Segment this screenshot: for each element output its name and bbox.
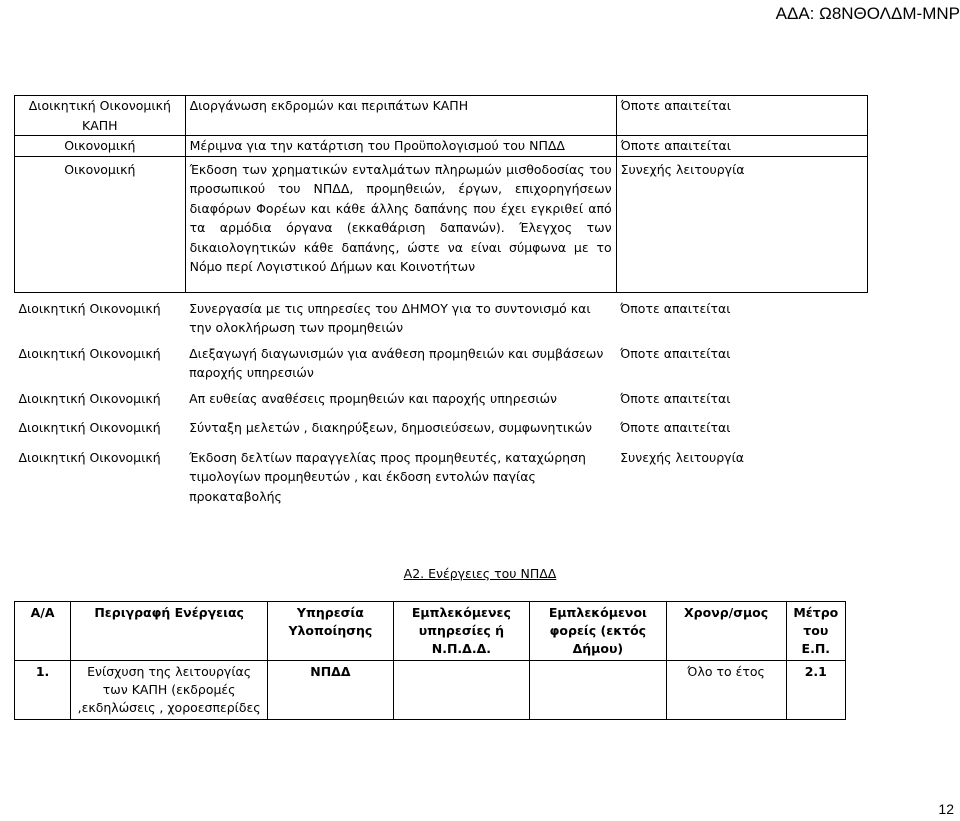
table-row [15, 96, 868, 136]
dept-cell: Διοικητική Οικονομική [18, 345, 161, 361]
duties-table [14, 95, 868, 506]
dept-cell: Οικονομική [15, 156, 186, 292]
service-cell: ΝΠΔΔ [268, 661, 393, 720]
table-row [15, 408, 868, 438]
column-header: Υπηρεσία Υλοποίησης [268, 602, 393, 661]
actions-table [14, 601, 846, 720]
table-header-row [15, 602, 846, 661]
task-cell: Συνεργασία με τις υπηρεσίες του ΔΗΜΟΥ για το συντονισμό και την ολοκλήρωση των προμηθειών [189, 300, 591, 335]
task-cell: Διεξαγωγή διαγωνισμών για ανάθεση προμηθειών και συμβάσεων παροχής υπηρεσιών [189, 345, 604, 380]
column-header: Μέτρο του Ε.Π. [786, 602, 845, 661]
document-reference-code: ΑΔΑ: Ω8ΝΘΟΛΔΜ-ΜΝΡ [775, 4, 960, 23]
freq-cell: Όποτε απαιτείται [616, 96, 867, 136]
task-cell: Μέριμνα για την κατάρτιση του Προϋπολογισμού του ΝΠΔΔ [185, 136, 616, 157]
table-row [15, 156, 868, 292]
description-cell: Ενίσχυση της λειτουργίας των ΚΑΠΗ (εκδρομές ,εκδηλώσεις , χοροεσπερίδες [71, 661, 268, 720]
dept-cell: Διοικητική Οικονομική [18, 300, 161, 316]
column-header: Χρονρ/σμος [666, 602, 786, 661]
measure-cell: 2.1 [786, 661, 845, 720]
column-header: Περιγραφή Ενέργειας [71, 602, 268, 661]
table-row [15, 136, 868, 157]
table-row [15, 438, 868, 507]
table-row [15, 383, 868, 409]
column-header: Α/Α [15, 602, 71, 661]
task-cell: Διοργάνωση εκδρομών και περιπάτων ΚΑΠΗ [185, 96, 616, 136]
freq-cell: Συνεχής λειτουργία [616, 156, 867, 292]
section-title-text: Α2. Ενέργειες του ΝΠΔΔ [403, 566, 557, 581]
freq-cell: Συνεχής λειτουργία [620, 449, 745, 465]
dept-cell: Διοικητική Οικονομική [18, 449, 161, 465]
table-row [15, 292, 868, 338]
freq-cell: Όποτε απαιτείται [620, 390, 731, 406]
task-cell: Έκδοση δελτίων παραγγελίας προς προμηθευτές, καταχώρηση τιμολογίων προμηθευτών , και έκδοση εντολών παγίας προκαταβολής [189, 449, 586, 504]
freq-cell: Όποτε απαιτείται [620, 345, 731, 361]
task-cell: Έκδοση των χρηματικών ενταλμάτων πληρωμών μισθοδοσίας του προσωπικού του ΝΠΔΔ, προμηθειών, έργων, επιχορηγήσεων διαφόρων Φορέων και κάθε άλλης δαπάνης που έχει εγκριθεί από τα αρμόδια όργανα (εκκαθάριση δαπανών). Έλεγχος των δικαιολογητικών κάθε δαπάνης, ώστε να είναι σύμφωνα με το Νόμο περί Λογιστικού Δήμων και Κοινοτήτων [185, 156, 616, 292]
column-header: Εμπλεκόμενοι φορείς (εκτός Δήμου) [530, 602, 666, 661]
table-row [15, 338, 868, 383]
column-header: Εμπλεκόμενες υπηρεσίες ή Ν.Π.Δ.Δ. [393, 602, 529, 661]
page-number: 12 [938, 801, 954, 817]
dept-cell: Οικονομική [15, 136, 186, 157]
aa-cell: 1. [15, 661, 71, 720]
freq-cell: Όποτε απαιτείται [620, 300, 731, 316]
task-cell: Σύνταξη μελετών , διακηρύξεων, δημοσιεύσεων, συμφωνητικών [189, 420, 592, 435]
table-row [15, 661, 846, 720]
freq-cell: Όποτε απαιτείται [616, 136, 867, 157]
dept-cell: Διοικητική Οικονομική [18, 420, 161, 435]
section-title [0, 566, 960, 581]
schedule-cell: Όλο το έτος [666, 661, 786, 720]
freq-cell: Όποτε απαιτείται [620, 420, 731, 435]
task-cell: Απ ευθείας αναθέσεις προμηθειών και παροχής υπηρεσιών [189, 390, 558, 406]
dept-cell: Διοικητική Οικονομική [18, 390, 161, 406]
involved-services-cell [393, 661, 529, 720]
dept-cell: Διοικητική Οικονομική ΚΑΠΗ [15, 96, 186, 136]
involved-bodies-cell [530, 661, 666, 720]
